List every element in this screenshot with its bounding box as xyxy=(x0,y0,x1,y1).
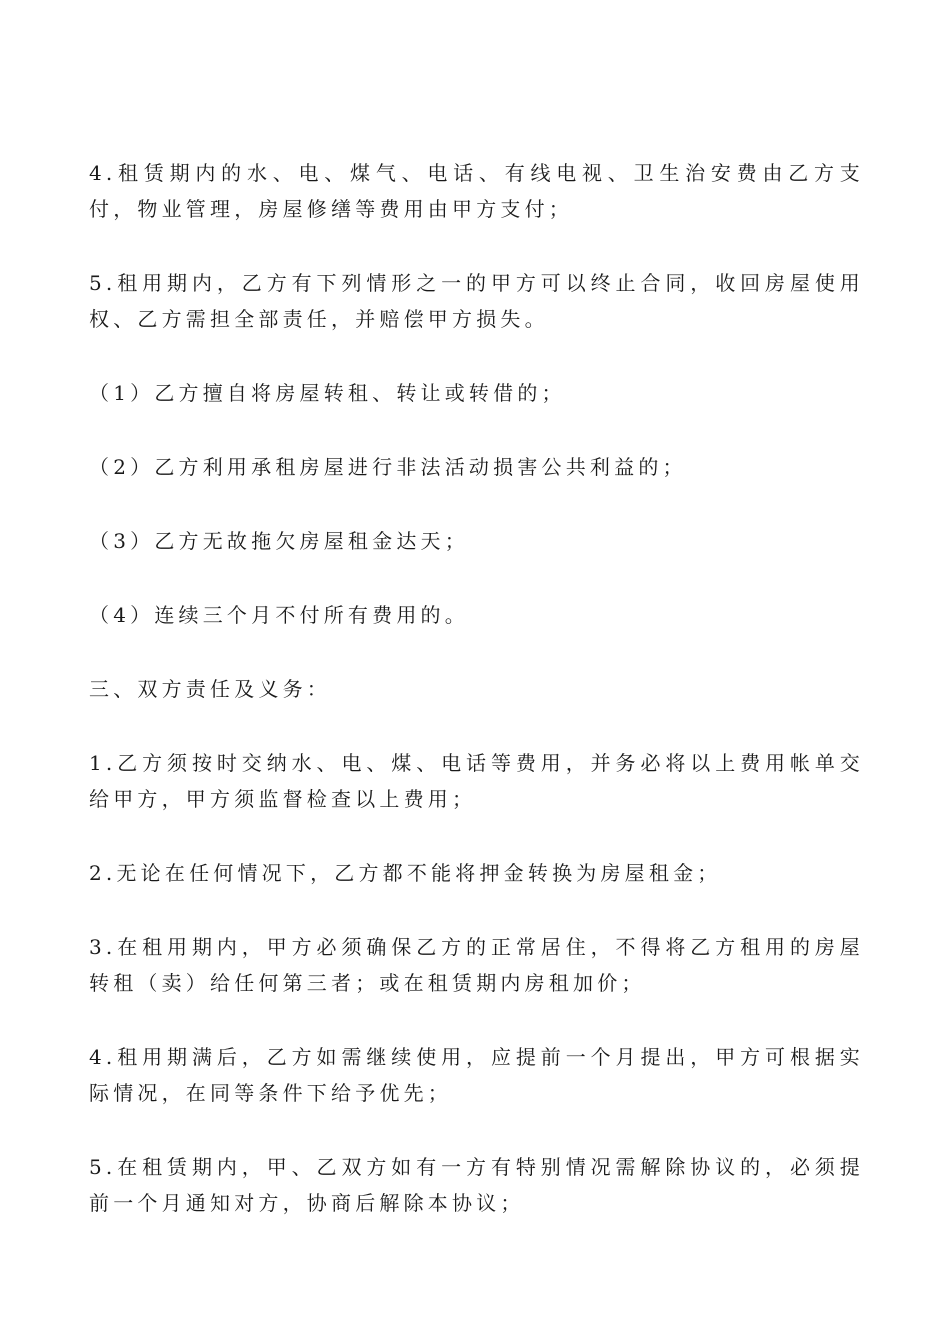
responsibility-item-3: 3.在租用期内，甲方必须确保乙方的正常居住，不得将乙方租用的房屋转租（卖）给任何第三者；或在租赁期内房租加价； xyxy=(89,935,864,995)
clause-termination-conditions: 5.租用期内，乙方有下列情形之一的甲方可以终止合同，收回房屋使用权、乙方需担全部责任，并赔偿甲方损失。 xyxy=(89,271,864,331)
termination-item-3: （3）乙方无故拖欠房屋租金达天； xyxy=(89,529,469,553)
termination-item-2: （2）乙方利用承租房屋进行非法活动损害公共利益的； xyxy=(89,455,687,479)
responsibility-item-4: 4.租用期满后，乙方如需继续使用，应提前一个月提出，甲方可根据实际情况，在同等条件下给予优先； xyxy=(89,1045,864,1105)
responsibility-item-5: 5.在租赁期内，甲、乙双方如有一方有特别情况需解除协议的，必须提前一个月通知对方，协商后解除本协议； xyxy=(89,1155,864,1215)
responsibility-item-2: 2.无论在任何情况下，乙方都不能将押金转换为房屋租金； xyxy=(89,861,722,885)
termination-item-1: （1）乙方擅自将房屋转租、转让或转借的； xyxy=(89,381,566,405)
clause-utilities-payment: 4.租赁期内的水、电、煤气、电话、有线电视、卫生治安费由乙方支付，物业管理，房屋修缮等费用由甲方支付； xyxy=(89,161,864,221)
responsibility-item-1: 1.乙方须按时交纳水、电、煤、电话等费用，并务必将以上费用帐单交给甲方，甲方须监督检查以上费用； xyxy=(89,751,864,811)
termination-item-4: （4）连续三个月不付所有费用的。 xyxy=(89,603,469,627)
document-body xyxy=(89,155,864,1259)
section-heading-responsibilities: 三、双方责任及义务： xyxy=(89,677,331,701)
